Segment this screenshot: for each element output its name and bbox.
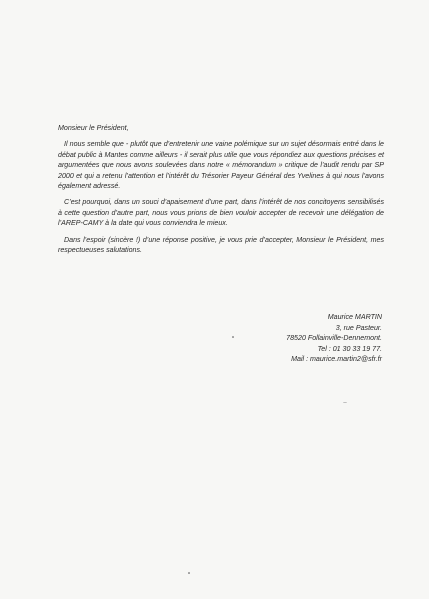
signer-city: 78520 Follainville-Dennemont. [286, 334, 382, 342]
signer-email: Mail : maurice.martin2@sfr.fr [291, 355, 382, 363]
signer-name: Maurice MARTIN [327, 313, 382, 321]
signature-block [202, 312, 382, 365]
signer-phone: Tel : 01 30 33 19 77. [317, 344, 382, 353]
paragraph-1: Il nous semble que - plutôt que d’entretenir une vaine polémique sur un sujet désormais entré dans le débat public à Mantes comme ailleurs - il serait plus utile que vous répondiez aux questions précises et argumentées que nous avons soulevées dans notre « mémorandum » critique de l’audit rendu par SP 2000 et qui a retenu l’attention et l’intérêt du Trésorier Payeur Général des Yvelines à qui nous l’avons également adressé. [58, 140, 384, 191]
paper-speck [232, 336, 234, 338]
salutation: Monsieur le Président, [58, 124, 129, 132]
paper-speck [343, 402, 347, 403]
paragraph-3: Dans l’espoir (sincère !) d’une réponse positive, je vous prie d’accepter, Monsieur le Président, mes respectueuses salutations. [58, 235, 384, 255]
letter-body [58, 123, 384, 261]
paragraph-2: C’est pourquoi, dans un souci d’apaisement d’une part, dans l’intérêt de nos concitoyens sensibilisés à cette question d’autre part, nous vous prions de bien vouloir accepter de recevoir une délégation de l’AREP-CAMY à la date qui vous conviendra le mieux. [58, 198, 384, 228]
signer-street: 3, rue Pasteur. [335, 323, 382, 332]
paper-speck [188, 572, 190, 574]
